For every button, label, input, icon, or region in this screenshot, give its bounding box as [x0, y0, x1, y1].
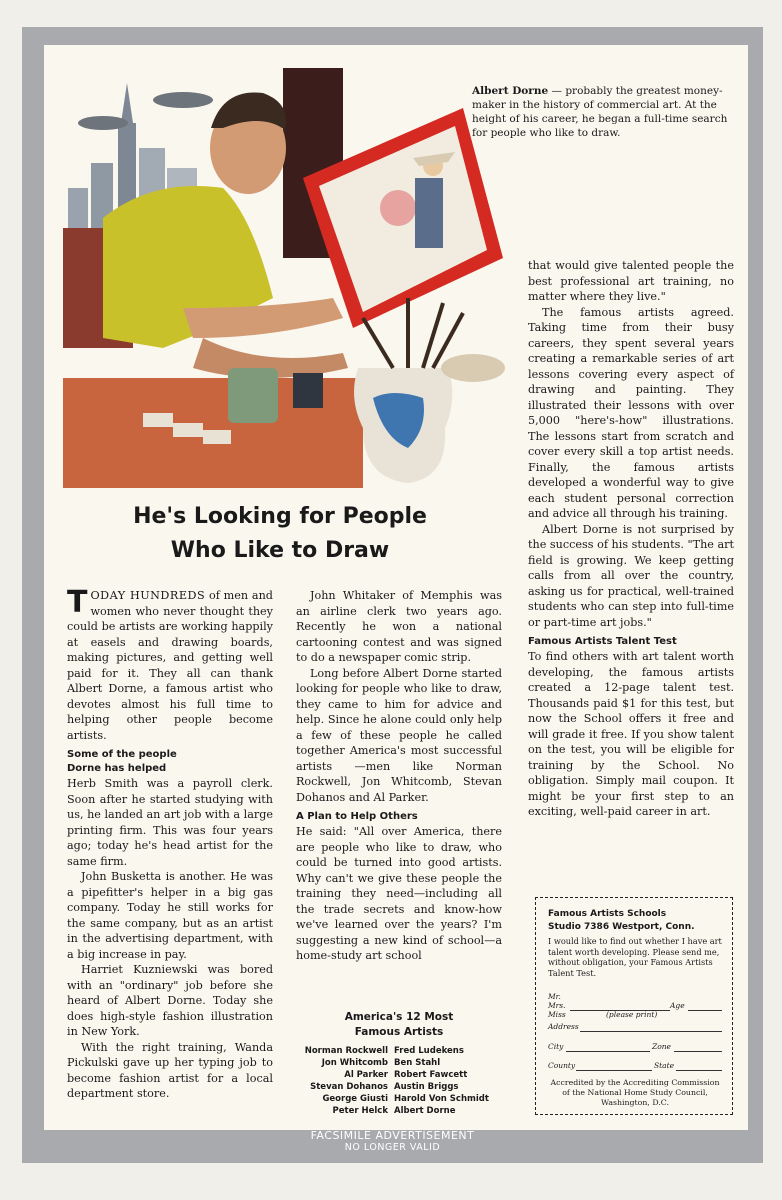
artist-name: Peter Helck	[332, 1106, 388, 1116]
drop-cap: T	[67, 585, 88, 620]
artist-row	[290, 1081, 510, 1093]
subhead-line-1: Some of the people	[67, 749, 177, 760]
coupon-state-label: State	[654, 1061, 675, 1070]
body-column-3	[528, 258, 734, 820]
lead-small-caps: ODAY HUNDREDS	[90, 589, 206, 602]
mail-in-coupon[interactable]	[535, 897, 733, 1115]
artist-name: Jon Whitcomb	[321, 1058, 388, 1068]
coupon-age-label: Age	[670, 1001, 685, 1010]
body-column-1	[67, 585, 273, 1102]
artist-row	[290, 1069, 510, 1081]
county-field-line[interactable]	[576, 1070, 652, 1071]
paragraph-herb-smith: Herb Smith was a payroll clerk. Soon after he started studying with us, he landed an art job with a large printing firm. This was four years ago; today he's head artist for the same firm.	[67, 777, 273, 868]
paragraph-long-before: Long before Albert Dorne started looking for people who like to draw, they came to him for advice and help. Since he alone could only help a few of these people he called together America's most successful artists —men like Norman Rockwell, Jon Whitcomb, Stevan Dohanos and Al Parker.	[296, 666, 502, 804]
paragraph-harriet-kuzniewski: Harriet Kuzniewski was bored with an "ordinary" job before she heard of Albert Dorne. Today she does high-style fashion illustration in New York.	[67, 963, 273, 1038]
coupon-county-label: County	[548, 1061, 576, 1070]
headline-line-1: He's Looking for People	[133, 504, 427, 529]
paragraph-continued: that would give talented people the best professional art training, no matter where they live."	[528, 259, 734, 303]
artist-name: Robert Fawcett	[394, 1070, 468, 1080]
coupon-request-text: I would like to find out whether I have art talent worth developing. Please send me, without obligation, your Famous Artists Talent Test.	[548, 936, 722, 978]
artists-list-title	[296, 1010, 502, 1040]
facsimile-line-1: FACSIMILE ADVERTISEMENT	[310, 1129, 475, 1142]
paragraph-john-whitaker: John Whitaker of Memphis was an airline clerk two years ago. Recently he won a national cartooning contest and was signed to do a newspaper comic strip.	[296, 589, 502, 664]
paragraph-artists-agreed: The famous artists agreed. Taking time from their busy careers, they spent several years creating a remarkable series of art lessons covering every aspect of drawing and painting. They illustrated their lessons with over 5,000 "here's-how" illustrations. The lessons start from scratch and cover every skill a top artist needs. Finally, the famous artists developed a wonderful way to give each student personal correction and advice all through his training.	[528, 305, 734, 520]
coupon-address-label: Address	[548, 1022, 579, 1031]
subhead-plan: A Plan to Help Others	[296, 811, 418, 822]
artist-row	[290, 1045, 510, 1057]
subhead-talent-test: Famous Artists Talent Test	[528, 636, 677, 647]
artist-name: Fred Ludekens	[394, 1046, 464, 1056]
artist-name: Al Parker	[344, 1070, 388, 1080]
illustration-caption	[472, 84, 742, 140]
facsimile-notice	[22, 1130, 763, 1154]
state-field-line[interactable]	[676, 1070, 722, 1071]
artist-name: Harold Von Schmidt	[394, 1094, 489, 1104]
paragraph-wanda-pickulski: With the right training, Wanda Pickulski gave up her typing job to become fashion artist for a local department store.	[67, 1040, 273, 1100]
paragraph-talent-test: To find others with art talent worth developing, the famous artists created a 12-page talent test. Thousands paid $1 for this test, but now the School offers it free and will grade it free. If you show talent on the test, you will be eligible for training by the School. No obligation. Simply mail coupon. It might be your first step to an exciting, well-paid career in art.	[528, 650, 734, 818]
artist-name: Ben Stahl	[394, 1058, 441, 1068]
caption-name: Albert Dorne	[472, 85, 549, 97]
artist-name: Austin Briggs	[394, 1082, 459, 1092]
body-column-2	[296, 588, 502, 964]
address-field-line[interactable]	[580, 1031, 722, 1032]
artist-name: Stevan Dohanos	[310, 1082, 388, 1092]
artist-illustration	[63, 68, 515, 488]
coupon-header	[548, 908, 728, 934]
coupon-school-name: Famous Artists Schools	[548, 909, 667, 919]
coupon-zone-label: Zone	[652, 1042, 671, 1051]
paragraph-john-busketta: John Busketta is another. He was a pipefitter's helper in a big gas company. Today he still works for the same company, but as an artist in the advertising department, with a big increase in pay.	[67, 870, 273, 961]
artist-row	[290, 1105, 510, 1117]
city-field-line[interactable]	[566, 1051, 650, 1052]
artist-name: Norman Rockwell	[304, 1046, 388, 1056]
headline-line-2: Who Like to Draw	[170, 538, 390, 563]
coupon-please-print: (please print)	[606, 1010, 658, 1019]
caption-text: — probably the greatest money-maker in the history of commercial art. At the height of his career, he began a full-time search for people who like to draw.	[472, 85, 728, 139]
coupon-accreditation: Accredited by the Accrediting Commission of the National Home Study Council, Washington, D.C.	[550, 1078, 720, 1107]
coupon-studio-address: Studio 7386 Westport, Conn.	[548, 922, 695, 932]
artists-title-line-1: America's 12 Most	[344, 1011, 454, 1023]
subhead-line-2: Dorne has helped	[67, 763, 167, 774]
coupon-miss-label: Miss	[548, 1010, 566, 1019]
paragraph-he-said: He said: "All over America, there are people who like to draw, who could be turned into good artists. Why can't we give these people the training they need—including all the trade secrets and know-how we've learned over the years? I'm suggesting a new kind of school—a home-study art school	[296, 825, 502, 962]
coupon-city-label: City	[548, 1042, 564, 1051]
headline	[60, 500, 500, 568]
intro-text: of men and women who never thought they could be artists are working happily at easels and drawing boards, making pictures, and getting well paid for it. They all can thank Albert Dorne, a famous artist who devotes almost his full time to helping other people become artists.	[67, 589, 273, 742]
artist-name: George Giusti	[322, 1094, 388, 1104]
zone-field-line[interactable]	[674, 1051, 722, 1052]
artist-row	[290, 1093, 510, 1105]
intro-paragraph	[67, 585, 273, 743]
paragraph-not-surprised: Albert Dorne is not surprised by the success of his students. "The art field is growing. We keep getting calls from all over the country, asking us for practical, well-trained students who can step into full-time or part-time art jobs."	[528, 522, 734, 629]
coupon-mrs-label: Mrs.	[548, 1001, 566, 1010]
coupon-mr-label: Mr.	[548, 992, 561, 1001]
facsimile-line-2: NO LONGER VALID	[344, 1142, 441, 1153]
artists-list	[290, 1045, 510, 1117]
artist-row	[290, 1057, 510, 1069]
subhead-people-helped	[67, 748, 273, 776]
artist-name: Albert Dorne	[394, 1106, 456, 1116]
artists-title-line-2: Famous Artists	[354, 1026, 444, 1038]
